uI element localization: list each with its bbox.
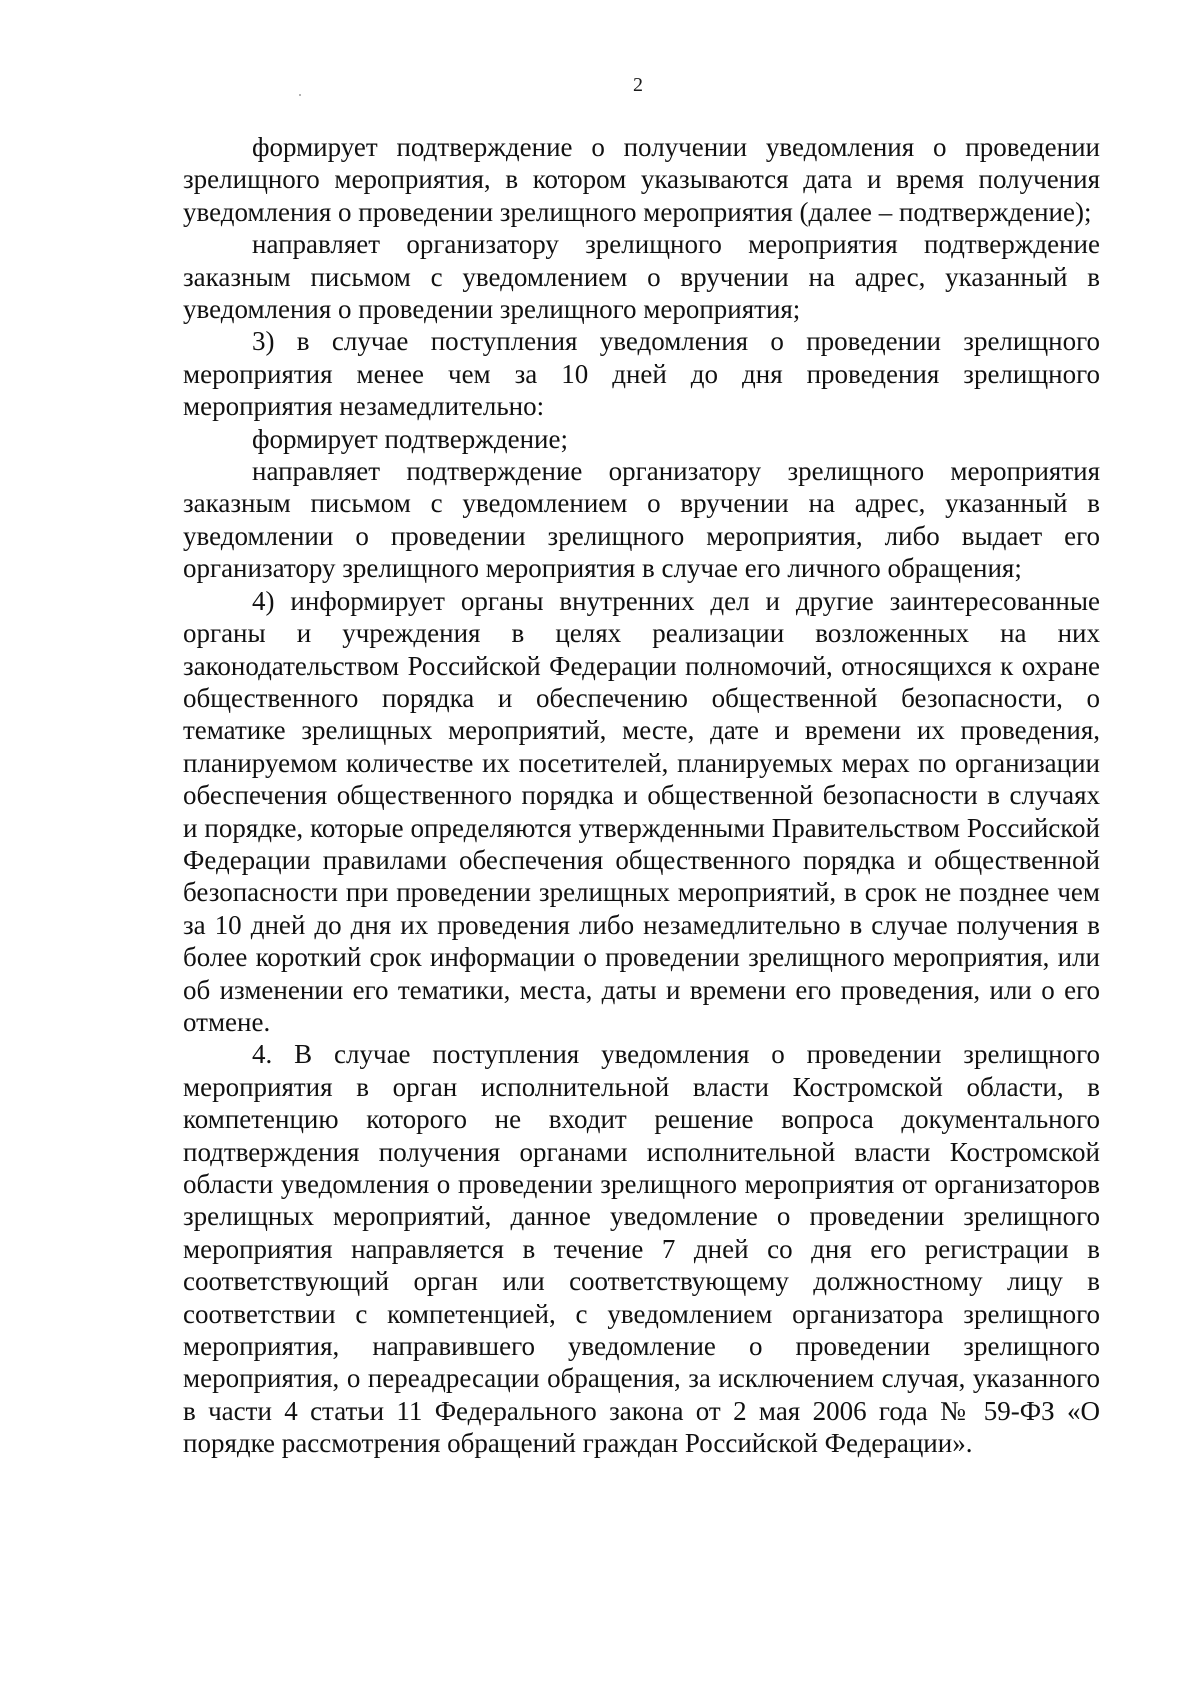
paragraph-confirmation-sent: направляет организатору зрелищного мероприятия подтверждение заказным письмом с уведомлением о вручении на адрес, указанный в уведомления о проведении зрелищного мероприятия; (183, 229, 1100, 325)
scan-speck (299, 94, 301, 96)
paragraph-sends-confirmation: направляет подтверждение организатору зрелищного мероприятия заказным письмом с уведомлением о вручении на адрес, указанный в уведомлении о проведении зрелищного мероприятия, либо выдает его организатору зрелищного мероприятия в случае его личного обращения; (183, 456, 1100, 584)
paragraph-item-4: 4) информирует органы внутренних дел и другие заинтересованные органы и учреждения в целях реализации возложенных на них законодательством Российской Федерации полномочий, относящихся к охране общественного порядка и обеспечению общественной безопасности, о тематике зрелищных мероприятий, месте, дате и времени их проведения, планируемом количестве их посетителей, планируемых мерах по организации обеспечения общественного порядка и общественной безопасности в случаях и порядке, которые определяются утвержденными Правительством Российской Федерации правилами обеспечения общественного порядка и общественной безопасности при проведении зрелищных мероприятий, в срок не позднее чем за 10 дней до дня их проведения либо незамедлительно в случае получения в более короткий срок информации о проведении зрелищного мероприятия, или об изменении его тематики, места, даты и времени его проведения, или о его отмене. (183, 585, 1100, 1037)
paragraph-item-3: 3) в случае поступления уведомления о проведении зрелищного мероприятия менее чем за 10 дней до дня проведения зрелищного мероприятия незамедлительно: (183, 326, 1100, 422)
paragraph-confirmation-formed: формирует подтверждение о получении уведомления о проведении зрелищного мероприятия, в котором указываются дата и время получения уведомления о проведении зрелищного мероприятия (далее – подтверждение); (183, 132, 1100, 227)
paragraph-forms-confirmation: формирует подтверждение; (252, 423, 568, 454)
document-body (183, 131, 1100, 1460)
page-number: 2 (633, 74, 643, 96)
paragraph-section-4: 4. В случае поступления уведомления о проведении зрелищного мероприятия в орган исполнительной власти Костромской области, в компетенцию которого не входит решение вопроса документального подтверждения получения органами исполнительной власти Костромской области уведомления о проведении зрелищного мероприятия от организаторов зрелищных мероприятий, данное уведомление о проведении зрелищного мероприятия направляется в течение 7 дней со дня его регистрации в соответствующий орган или соответствующему должностному лицу в соответствии с компетенцией, с уведомлением организатора зрелищного мероприятия, направившего уведомление о проведении зрелищного мероприятия, о переадресации обращения, за исключением случая, указанного в части 4 статьи 11 Федерального закона от 2 мая 2006 года № 59-ФЗ «О порядке рассмотрения обращений граждан Российской Федерации». (183, 1039, 1100, 1459)
